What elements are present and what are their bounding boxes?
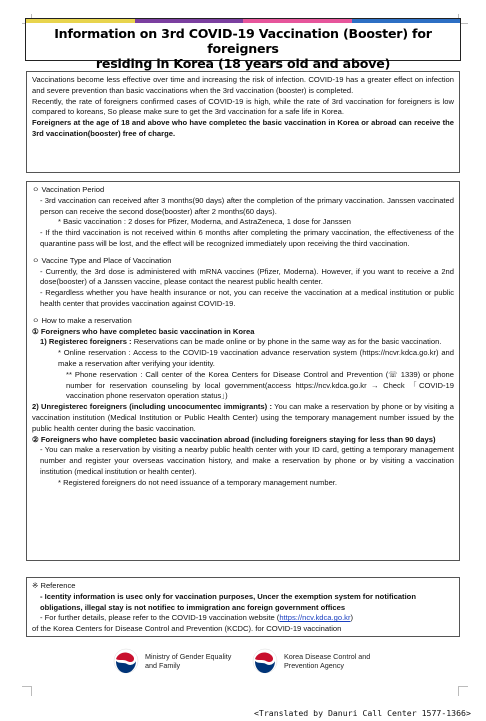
color-bar-segment [135,19,244,23]
period-item-1-note: * Basic vaccination : 2 doses for Pfizer, Moderna, and AstraZeneca, 1 dose for Janssen [58,217,351,227]
color-bar-segment [243,19,352,23]
title-box [25,18,461,71]
type-place-item-1: - Currently, the 3rd dose is administered with mRNA vaccines (Pfizer, Moderna). However, if you want to receive a 2nd dose(booster) of a Janssen vaccine, please contact the nearest public health center. [40,266,454,287]
reservation-registered-item [32,337,454,348]
ministry-logo [113,648,231,674]
reference-item-2-prefix: - For further details, please refer to the COVID-19 vaccination website ( [40,613,280,623]
logos-row [0,648,486,680]
crop-mark-bottom-right [458,686,468,696]
color-bar-segment [352,19,461,23]
kdca-name-line-1: Korea Disease Control and [284,652,371,661]
title-color-bar [26,19,460,23]
reference-item-1: - Icentity information is usec only for vaccination purposes, Uncer the exemption system for notification obligations, illegal stay is not notifiec to immigration anc foreign government offices [40,591,416,612]
color-bar-segment [26,19,135,23]
period-item-2: - If the third vaccination is not received within 6 months after completing the primary vaccination, the effectiveness of the quarantine pass will be lost, and the effect will be recognized immediately upon receiving the third vaccination. [40,228,454,248]
reference-box [26,577,460,637]
vaccination-website-link[interactable]: https://ncv.kdca.go.kr [279,613,351,623]
korea-government-emblem-icon [252,648,278,674]
details-box [26,181,460,561]
reservation-abroad-note: * Registered foreigners do not need issuance of a temporary management number. [58,477,338,487]
online-reservation-note: * Online reservation : Access to the COVID-19 vaccination advance reservation system (https://ncvr.kdca.go.kr) and make a reservation after verifying your identity. [58,348,454,368]
reference-item-2-line-2: of the Korea Centers for Disease Control and Prevention (KCDC). for COVID-19 vaccination [32,624,342,634]
korea-government-emblem-icon [113,648,139,674]
intro-paragraph-1: Vaccinations become less effective over time and increasing the risk of infection. COVID-19 has a greater effect on infection and severe prevention than basic vaccinations when the 3rd vaccination (booster) is completed. [32,75,454,95]
reservation-sub2-heading: ② Foreigners who have completec basic vaccination abroad (including foreigners staying for less than 90 days) [32,434,436,444]
period-item-1: - 3rd vaccination can received after 3 months(90 days) after the completion of the primary vaccination. Janssen vaccinated person can receive the second dose(booster) after 2 months(60 days). [40,195,454,216]
unregistered-text: You can make a reservation by phone or by visiting a vaccination institution (Medical Institution or Public Health Center) using the temporary management number issued by the public health center during the basic vaccination. [32,402,454,433]
crop-mark-bottom-left [22,686,32,696]
phone-reservation-note: ** Phone reservation : Call center of the Korea Centers for Disease Control and Prevention (☏ 1339) or phone number for reservation counseling by local government(access https://ncv.kdca.go.kr → Check 「COVID-19 vaccination phone reservaton operation status」) [66,369,454,401]
reference-heading: ※ Reference [32,581,76,590]
type-place-heading: ㅇ Vaccine Type and Place of Vaccination [32,255,172,265]
intro-paragraph-2: Recently, the rate of foreigners confirmed cases of COVID-19 is high, while the rate of 3rd vaccination for foreigners is low compared to koreans, So please make sure to get the 3rd vaccination for a safe life in Korea. [32,96,454,117]
page-title-line-1: Information on 3rd COVID-19 Vaccination (Booster) for foreigners [54,26,432,56]
registered-label: 1) Registerec foreigners : [40,337,132,347]
ministry-name [145,652,231,670]
intro-paragraph-3: Foreigners at the age of 18 and above who have completec the basic vaccination in Korea or abroad can receive the 3rd vaccination(booster) free of charge. [32,118,454,138]
intro-box [26,71,460,173]
type-place-item-2: - Regardless whether you have health insurance or not, you can receive the vaccination at a medical institution or public health center that provides vaccination against COVID-19. [40,288,454,308]
reference-item-2-suffix: ) [350,613,354,623]
reference-item-2 [32,613,454,624]
kdca-logo [252,648,370,674]
reservation-heading: ㅇ How to make a reservation [32,315,132,325]
page-title [26,23,460,71]
ministry-name-line-1: Ministry of Gender Equality [145,652,232,661]
period-heading: ㅇ Vaccination Period [32,185,105,194]
registered-text: Reservations can be made online or by phone in the same way as for the basic vaccination. [133,337,442,347]
reservation-sub1-heading: ① Foreigners who have completec basic vaccination in Korea [32,326,255,336]
page-title-line-2: residing in Korea (18 years old and above) [95,56,391,71]
kdca-name-line-2: Prevention Agency [284,661,344,670]
unregistered-label: 2) Unregisterec foreigners (including uncocumentec immigrants) : [32,402,272,412]
reservation-unregistered-item [32,402,454,434]
ministry-name-line-2: and Family [145,661,181,670]
translation-credit: <Translated by Danuri Call Center 1577-1366> [254,708,471,718]
reservation-abroad-item: - You can make a reservation by visiting a nearby public health center with your ID card, getting a temporary management number and register your overseas vaccination history, and make a reservation by phone or by visiting a vaccination institution (medical institution or health center). [40,445,454,476]
kdca-name [284,652,370,670]
